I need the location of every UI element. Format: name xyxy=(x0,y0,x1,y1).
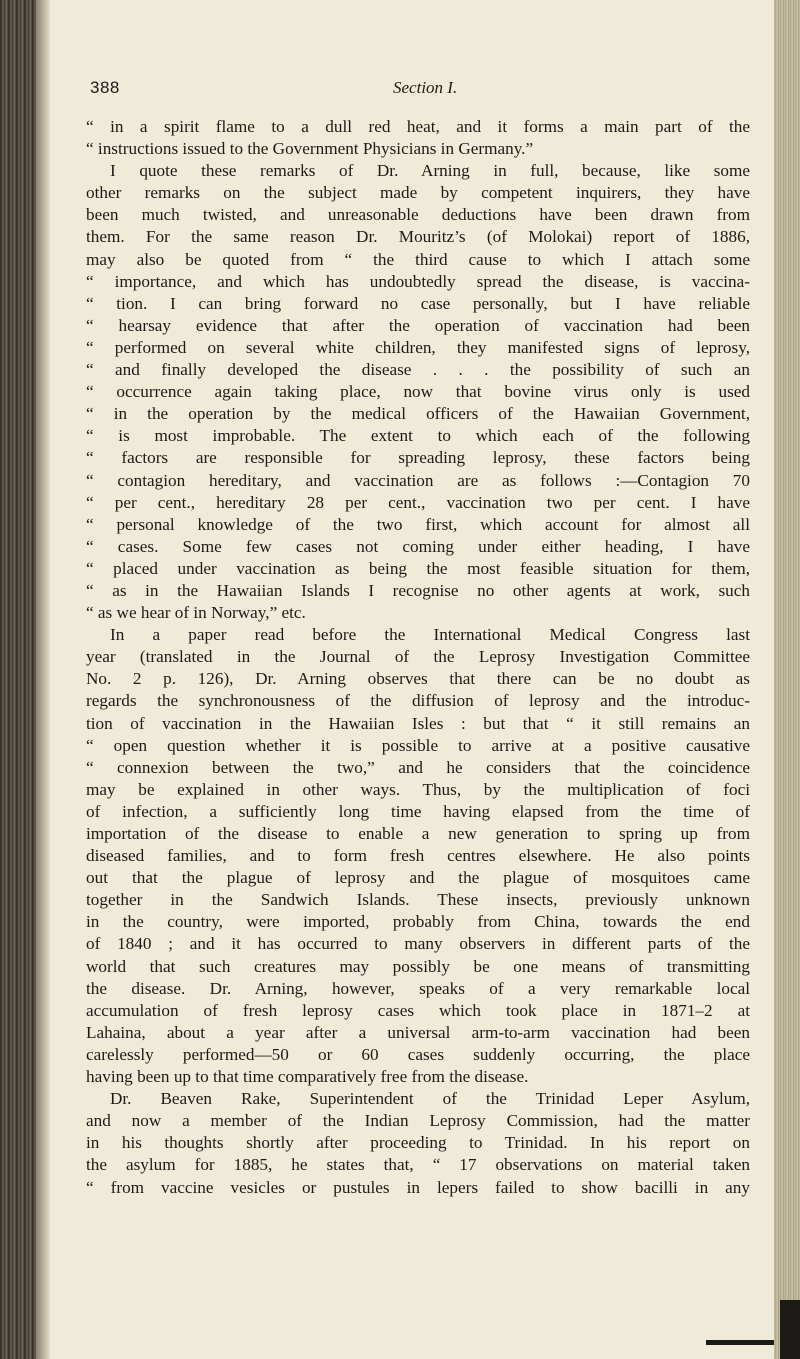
text-line: accumulation of fresh leprosy cases which took place in 1871–2 at xyxy=(86,1000,750,1020)
text-line: in the country, were imported, probably from China, towards the end xyxy=(86,912,750,932)
text-line: carelessly performed—50 or 60 cases suddenly occurring, the place xyxy=(86,1044,750,1064)
text-line: I quote these remarks of Dr. Arning in full, because, like some xyxy=(110,161,750,181)
text-line: Lahaina, about a year after a universal arm-to-arm vaccination had been xyxy=(86,1022,750,1042)
text-line: “ in the operation by the medical officers of the Hawaiian Government, xyxy=(86,404,750,424)
text-line: “ contagion hereditary, and vaccination are as follows :—Contagion 70 xyxy=(86,470,750,490)
text-line: “ personal knowledge of the two first, which account for almost all xyxy=(86,514,750,534)
text-line: “ open question whether it is possible to arrive at a positive causative xyxy=(86,735,750,755)
text-line: may also be quoted from “ the third cause to which I attach some xyxy=(86,249,750,269)
text-line: In a paper read before the International Medical Congress last xyxy=(110,625,750,645)
text-line: “ tion. I can bring forward no case personally, but I have reliable xyxy=(86,293,750,313)
text-line: No. 2 p. 126), Dr. Arning observes that there can be no doubt as xyxy=(86,669,750,689)
text-line: them. For the same reason Dr. Mouritz’s (of Molokai) report of 1886, xyxy=(86,227,750,247)
text-line: and now a member of the Indian Leprosy Commission, had the matter xyxy=(86,1111,750,1131)
scan-mark xyxy=(706,1340,774,1345)
text-line: Dr. Beaven Rake, Superintendent of the Trinidad Leper Asylum, xyxy=(110,1089,750,1109)
text-line: may be explained in other ways. Thus, by the multiplication of foci xyxy=(86,779,750,799)
text-line: “ hearsay evidence that after the operation of vaccination had been xyxy=(86,315,750,335)
text-line: “ importance, and which has undoubtedly spread the disease, is vaccina- xyxy=(86,271,750,291)
text-line: “ cases. Some few cases not coming under either heading, I have xyxy=(86,536,750,556)
text-line: “ as we hear of in Norway,” etc. xyxy=(86,603,306,623)
text-line: of 1840 ; and it has occurred to many observers in different parts of the xyxy=(86,934,750,954)
text-line: “ from vaccine vesicles or pustules in lepers failed to show bacilli in any xyxy=(86,1177,750,1197)
text-line: “ factors are responsible for spreading leprosy, these factors being xyxy=(86,448,750,468)
text-line: “ in a spirit flame to a dull red heat, and it forms a main part of the xyxy=(86,117,750,136)
text-line: other remarks on the subject made by competent inquirers, they have xyxy=(86,183,750,203)
book-gutter-left xyxy=(0,0,36,1359)
text-line: tion of vaccination in the Hawaiian Isles : but that “ it still remains an xyxy=(86,713,750,733)
text-line: the asylum for 1885, he states that, “ 17 observations on material taken xyxy=(86,1155,750,1175)
text-line: importation of the disease to enable a new generation to spring up from xyxy=(86,824,750,843)
text-line: regards the synchronousness of the diffusion of leprosy and the introduc- xyxy=(86,691,750,711)
text-line: “ performed on several white children, they manifested signs of leprosy, xyxy=(86,337,750,357)
text-line: out that the plague of leprosy and the plague of mosquitoes came xyxy=(86,868,750,888)
page-number: 388 xyxy=(90,78,120,97)
text-line: the disease. Dr. Arning, however, speaks of a very remarkable local xyxy=(86,978,750,998)
text-line: “ instructions issued to the Government Physicians in Germany.” xyxy=(86,139,534,159)
page-header xyxy=(90,78,690,102)
text-line: “ per cent., hereditary 28 per cent., vaccination two per cent. I have xyxy=(86,492,750,512)
text-line: together in the Sandwich Islands. These insects, previously unknown xyxy=(86,890,750,910)
text-line: diseased families, and to form fresh centres elsewhere. He also points xyxy=(86,846,750,866)
gutter-shadow xyxy=(36,0,50,1359)
running-head: Section I. xyxy=(393,78,458,97)
text-line: world that such creatures may possibly be one means of transmitting xyxy=(86,956,750,976)
text-line: of infection, a sufficiently long time having elapsed from the time of xyxy=(86,801,750,821)
text-line: “ connexion between the two,” and he considers that the coincidence xyxy=(86,757,750,777)
text-line: “ placed under vaccination as being the most feasible situation for them, xyxy=(86,558,750,578)
text-line: having been up to that time comparatively free from the disease. xyxy=(86,1067,529,1087)
text-line: “ as in the Hawaiian Islands I recognise no other agents at work, such xyxy=(86,580,750,600)
text-line: “ and finally developed the disease . . . the possibility of such an xyxy=(86,360,750,380)
text-line: “ occurrence again taking place, now that bovine virus only is used xyxy=(86,382,750,402)
text-line: “ is most improbable. The extent to which each of the following xyxy=(86,426,750,446)
body-text xyxy=(86,116,750,1199)
text-line: been much twisted, and unreasonable deductions have been drawn from xyxy=(86,205,750,225)
text-line: year (translated in the Journal of the Leprosy Investigation Committee xyxy=(86,647,750,667)
text-line: in his thoughts shortly after proceeding to Trinidad. In his report on xyxy=(86,1133,750,1153)
page-edge-right xyxy=(774,0,800,1359)
